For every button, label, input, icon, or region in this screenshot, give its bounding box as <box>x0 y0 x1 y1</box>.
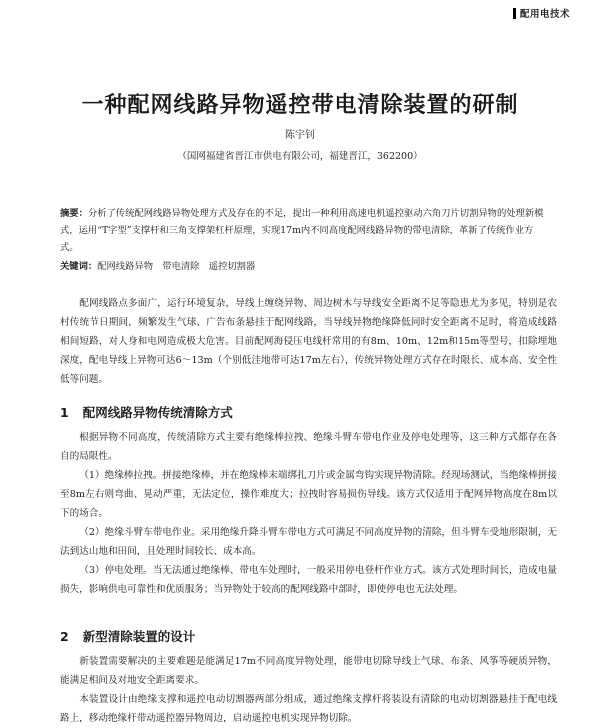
running-header <box>513 6 570 20</box>
section-1-title: 配网线路异物传统清除方式 <box>82 405 233 420</box>
section-label: 配用电技术 <box>519 9 570 20</box>
section-2-paragraph: 本装置设计由绝缘支撑和遥控电动切割器两部分组成，通过绝缘支撑杆将装设有清除的电动切割器悬挂于配电线路上，移动绝缘杆带动遥控器异物周边，启动遥控电机实现异物切除。 <box>60 694 557 724</box>
intro-paragraph: 配网线路点多面广，运行环境复杂，导线上缠绕异物、周边树木与导线安全距离不足等隐患尤为多见，特别是农村传统节日期间，频繁发生气球、广告布条悬挂于配网线路，当导线异物绝缘降低同时安全距离不足时，将造成线路相间短路，对人身和电网造成极大危害。目前配网海侵压电线杆常用的有8m、10m、12m和15m等型号，扣除埋地深度，配电导线上异物可达6～13m（个别低洼地带可达17m左右），传统异物处理方式存在时限长、成本高、安全性低等问题。 <box>60 298 557 385</box>
keywords-text: 配网线路异物 带电清除 遥控切割器 <box>97 261 256 272</box>
section-1-number: 1 <box>60 405 69 420</box>
abstract-label: 摘要： <box>60 208 88 219</box>
section-2-title: 新型清除装置的设计 <box>82 629 196 644</box>
abstract-text: 分析了传统配网线路异物处理方式及存在的不足，提出一种利用高速电机遥控驱动六角刀片切割异物的处理新模式，运用“T字型”支撑杆和三角支撑架杠杆原理，实现17m内不同高度配网线路异物的带电清除，革新了传统作业方式。 <box>60 208 544 253</box>
abstract <box>60 205 550 275</box>
keywords-line <box>60 258 550 275</box>
abstract-paragraph <box>60 205 550 256</box>
paper-title: 一种配网线路异物遥控带电清除装置的研制 <box>81 93 519 118</box>
affiliation: （国网福建省晋江市供电有限公司，福建晋江，362200） <box>177 151 423 162</box>
keywords-label: 关键词： <box>60 261 98 272</box>
section-2-number: 2 <box>60 629 69 644</box>
section-2-paragraph: 新装置需要解决的主要难题是能满足17m不同高度异物处理，能带电切除导线上气球、布条、风筝等硬质异物，能满足相间及对地安全距离要求。 <box>60 656 557 686</box>
section-2-heading <box>60 627 195 645</box>
section-1-paragraph: 根据异物不同高度，传统清除方式主要有绝缘棒拉拽、绝缘斗臂车带电作业及停电处理等，这三种方式都存在各自的局限性。 <box>60 432 557 462</box>
section-1-paragraph: （2）绝缘斗臂车带电作业。采用绝缘升降斗臂车带电方式可满足不同高度异物的清除，但斗臂车受地形限制，无法到达山地和田间，且处理时间较长、成本高。 <box>60 527 557 557</box>
section-1-heading <box>60 403 233 421</box>
section-1-paragraph: （3）停电处理。当无法通过绝缘棒、带电车处理时，一般采用停电登杆作业方式。该方式处理时间长，造成电量损失，影响供电可靠性和优质服务；当异物处于较高的配网线路中部时，即使停电也无法处理。 <box>60 565 557 595</box>
section-1-paragraph: （1）绝缘棒拉拽。拼接绝缘棒，并在绝缘棒末端绑扎刀片或金属弯钩实现异物清除。经现场测试，当绝缘棒拼接至8m左右则弯曲、晃动严重，无法定位，操作难度大；拉拽时容易损伤导线。该方式仅适用于配网异物高度在8m以下的场合。 <box>60 470 557 519</box>
header-bar <box>513 8 516 19</box>
author: 陈宇钊 <box>285 130 315 141</box>
